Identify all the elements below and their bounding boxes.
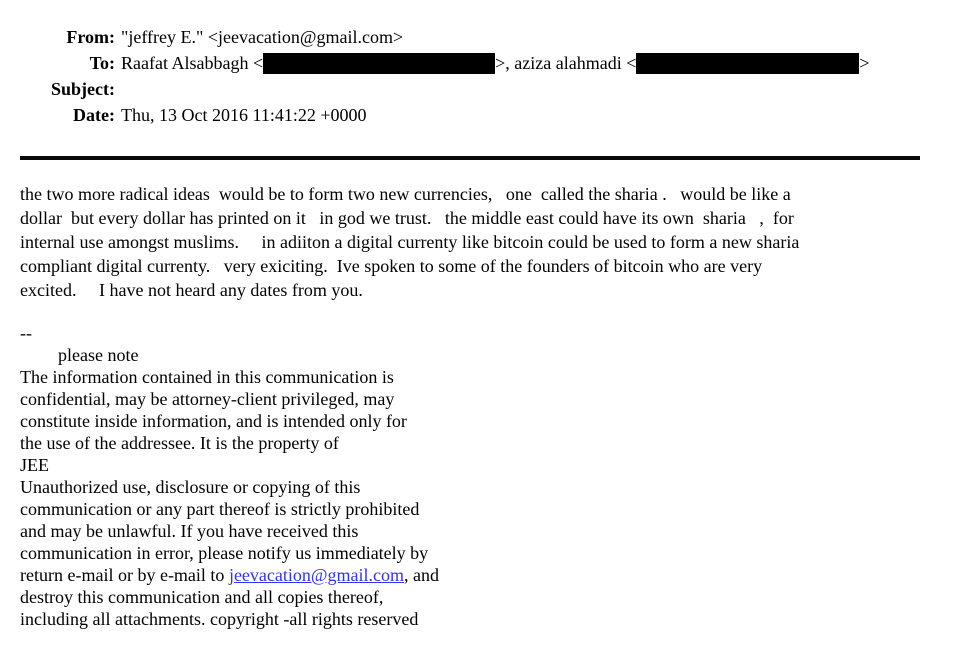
to-close-bracket: > xyxy=(859,53,870,73)
email-body xyxy=(20,182,961,302)
to-label: To: xyxy=(89,53,115,73)
disclaimer-line: including all attachments. copyright -all rights reserved xyxy=(20,609,419,629)
signature-separator: -- xyxy=(20,323,32,343)
disclaimer-line: the use of the addressee. It is the property of xyxy=(20,433,339,453)
disclaimer-line: communication or any part thereof is strictly prohibited xyxy=(20,499,420,519)
header-row-date xyxy=(20,102,961,128)
redacted-email-2 xyxy=(636,53,859,74)
header-body-divider xyxy=(20,156,920,160)
disclaimer-line: The information contained in this communication is xyxy=(20,367,394,387)
body-line: dollar but every dollar has printed on it in god we trust. the middle east could have its own sharia , for xyxy=(20,208,794,228)
subject-label: Subject: xyxy=(51,79,115,99)
header-row-subject xyxy=(20,76,961,102)
mailto-link[interactable]: jeevacation@gmail.com xyxy=(228,565,404,585)
body-line: internal use amongst muslims. in adiiton a digital currenty like bitcoin could be used to form a new sharia xyxy=(20,232,800,252)
disclaimer-line: destroy this communication and all copies thereof, xyxy=(20,587,384,607)
body-line: excited. I have not heard any dates from you. xyxy=(20,280,363,300)
date-value: Thu, 13 Oct 2016 11:41:22 +0000 xyxy=(121,105,367,125)
to-value xyxy=(121,50,870,76)
to-recipient-1: Raafat Alsabbagh < xyxy=(121,53,264,73)
disclaimer-link-line xyxy=(20,564,961,586)
from-label: From: xyxy=(66,27,115,47)
body-line: the two more radical ideas would be to form two new currencies, one called the sharia . would be like a xyxy=(20,184,791,204)
header-row-from xyxy=(20,24,961,50)
link-line-post: , and xyxy=(403,565,439,585)
disclaimer-line: Unauthorized use, disclosure or copying of this xyxy=(20,477,361,497)
link-line-pre: return e-mail or by e-mail to xyxy=(20,565,229,585)
body-line: compliant digital currenty. very exiciting. Ive spoken to some of the founders of bitcoin who are very xyxy=(20,256,763,276)
disclaimer-line: constitute inside information, and is intended only for xyxy=(20,411,407,431)
from-value: "jeffrey E." <jeevacation@gmail.com> xyxy=(121,27,404,47)
disclaimer-line: communication in error, please notify us immediately by xyxy=(20,543,429,563)
to-recipient-2: >, aziza alahmadi < xyxy=(495,53,637,73)
disclaimer-line: JEE xyxy=(20,455,49,475)
date-label: Date: xyxy=(73,105,115,125)
header-row-to xyxy=(20,50,961,76)
please-note: please note xyxy=(58,345,139,365)
email-header xyxy=(0,0,961,128)
redacted-email-1 xyxy=(263,53,495,74)
disclaimer-line: and may be unlawful. If you have received this xyxy=(20,521,359,541)
signature-disclaimer xyxy=(20,322,961,630)
disclaimer-line: confidential, may be attorney-client privileged, may xyxy=(20,389,395,409)
